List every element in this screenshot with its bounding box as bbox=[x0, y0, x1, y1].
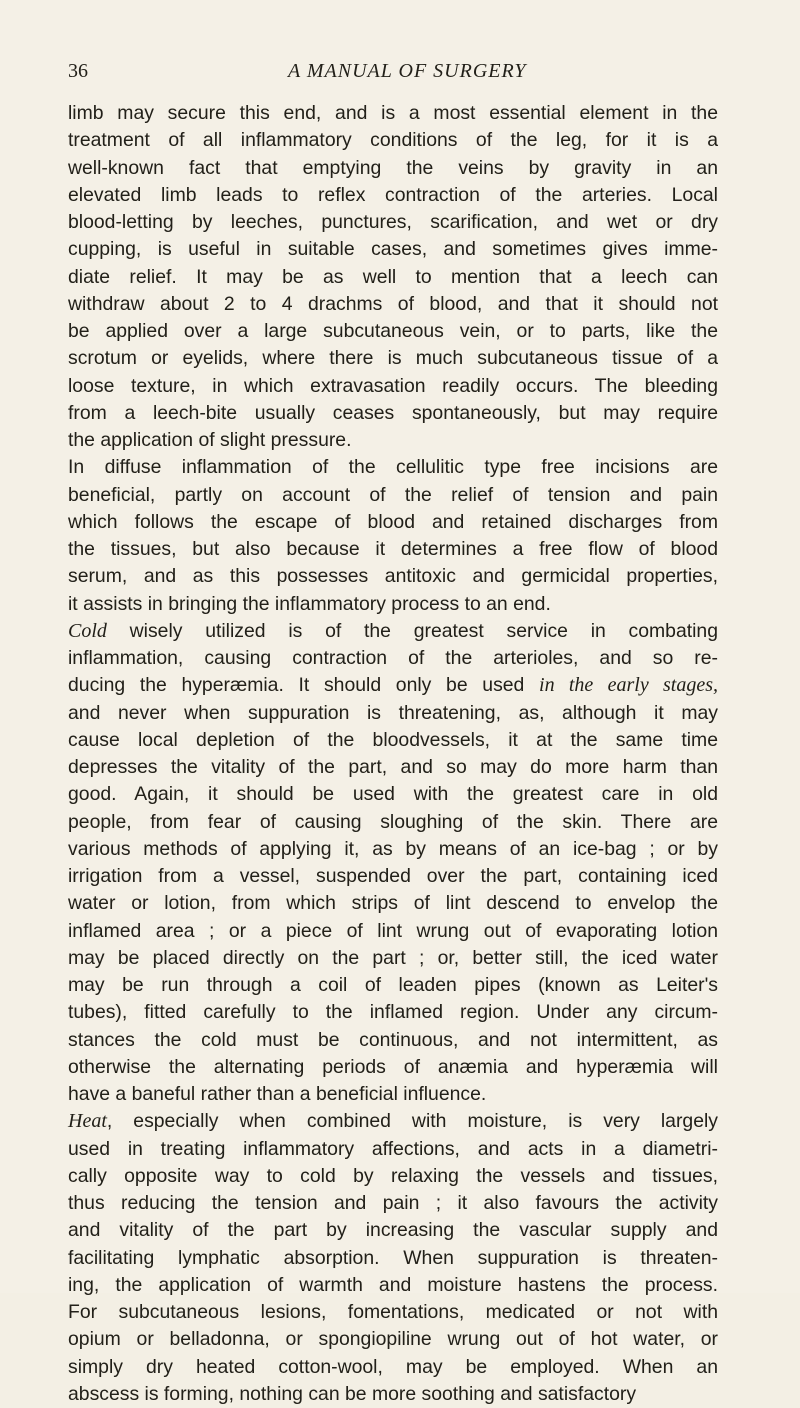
text-line: may be run through a coil of leaden pipes (known as Leiter's bbox=[68, 974, 718, 996]
text-line: tubes), fitted carefully to the inflamed region. Under any circum- bbox=[68, 1001, 718, 1024]
text-line: water or lotion, from which strips of lint descend to envelop the bbox=[68, 892, 718, 915]
text-line: depresses the vitality of the part, and so may do more harm than bbox=[68, 756, 718, 778]
text-line: from a leech-bite usually ceases spontaneously, but may require bbox=[68, 401, 718, 424]
text-line: cally opposite way to cold by relaxing the vessels and tissues, bbox=[68, 1164, 718, 1187]
text-line: be applied over a large subcutaneous vein, or to parts, like the bbox=[68, 320, 718, 342]
text-line bbox=[68, 1108, 718, 1135]
text-line: limb may secure this end, and is a most essential element in the bbox=[68, 102, 718, 124]
text-line: serum, and as this possesses antitoxic and germicidal properties, bbox=[68, 565, 718, 588]
italic-phrase: in the early stages, bbox=[539, 674, 718, 697]
text-line: scrotum or eyelids, where there is much subcutaneous tissue of a bbox=[68, 347, 718, 370]
text-line: cause local depletion of the bloodvessels, it at the same time bbox=[68, 728, 718, 751]
text-line: inflamed area ; or a piece of lint wrung out of evaporating lotion bbox=[68, 919, 718, 942]
text-line: In diffuse inflammation of the cellulitic type free incisions are bbox=[68, 456, 718, 479]
page-number: 36 bbox=[68, 60, 88, 82]
text-line: beneficial, partly on account of the relief of tension and pain bbox=[68, 483, 718, 506]
text-line: facilitating lymphatic absorption. When suppuration is threaten- bbox=[68, 1246, 718, 1269]
italic-term-heat: Heat bbox=[68, 1110, 107, 1133]
text-line bbox=[68, 618, 718, 645]
text-line: inflammation, causing contraction of the arterioles, and so re- bbox=[68, 647, 718, 669]
text-line: the tissues, but also because it determines a free flow of blood bbox=[68, 538, 718, 560]
text-run: wisely utilized is of the greatest service in combating bbox=[106, 619, 718, 642]
text-line: good. Again, it should be used with the greatest care in old bbox=[68, 783, 718, 806]
text-line bbox=[68, 672, 718, 699]
text-line: well-known fact that emptying the veins by gravity in an bbox=[68, 156, 718, 179]
text-line: blood-letting by leeches, punctures, scarification, and wet or dry bbox=[68, 211, 718, 233]
text-line: used in treating inflammatory affections, and acts in a diametri- bbox=[68, 1137, 718, 1160]
text-line: otherwise the alternating periods of anæmia and hyperæmia will bbox=[68, 1055, 718, 1078]
text-line: loose texture, in which extravasation readily occurs. The bleeding bbox=[68, 374, 718, 397]
text-line: various methods of applying it, as by means of an ice-bag ; or by bbox=[68, 837, 718, 860]
text-line: abscess is forming, nothing can be more soothing and satisfactory bbox=[68, 1382, 637, 1405]
text-line: and never when suppuration is threatening, as, although it may bbox=[68, 701, 718, 724]
text-line: it assists in bringing the inflammatory process to an end. bbox=[68, 592, 551, 615]
body-text bbox=[68, 100, 718, 1408]
text-line: elevated limb leads to reflex contraction of the arteries. Local bbox=[68, 183, 718, 206]
text-line: and vitality of the part by increasing the vascular supply and bbox=[68, 1219, 718, 1242]
italic-term-cold: Cold bbox=[68, 619, 107, 642]
text-line: the application of slight pressure. bbox=[68, 429, 352, 451]
text-line: withdraw about 2 to 4 drachms of blood, and that it should not bbox=[68, 292, 718, 315]
text-line: irrigation from a vessel, suspended over the part, containing iced bbox=[68, 865, 718, 887]
text-line: have a baneful rather than a beneficial influence. bbox=[68, 1083, 487, 1105]
text-run: ducing the hyperæmia. It should only be used bbox=[68, 674, 540, 697]
text-line: diate relief. It may be as well to mention that a leech can bbox=[68, 265, 718, 288]
text-line: stances the cold must be continuous, and not intermittent, as bbox=[68, 1028, 718, 1051]
text-line: treatment of all inflammatory conditions of the leg, for it is a bbox=[68, 129, 718, 152]
text-line: may be placed directly on the part ; or, better still, the iced water bbox=[68, 946, 718, 969]
text-line: people, from fear of causing sloughing of the skin. There are bbox=[68, 810, 718, 833]
text-line: For subcutaneous lesions, fomentations, medicated or not with bbox=[68, 1301, 718, 1323]
text-line: cupping, is useful in suitable cases, and sometimes gives imme- bbox=[68, 238, 718, 261]
text-run: , especially when combined with moisture, is very largely bbox=[106, 1110, 718, 1133]
text-line: simply dry heated cotton-wool, may be employed. When an bbox=[68, 1355, 718, 1378]
text-line: ing, the application of warmth and moisture hastens the process. bbox=[68, 1273, 718, 1296]
text-line: opium or belladonna, or spongiopiline wrung out of hot water, or bbox=[68, 1328, 718, 1351]
text-line: thus reducing the tension and pain ; it also favours the activity bbox=[68, 1192, 718, 1214]
running-head bbox=[68, 58, 718, 88]
text-line: which follows the escape of blood and retained discharges from bbox=[68, 510, 718, 533]
running-title: A MANUAL OF SURGERY bbox=[288, 60, 527, 82]
